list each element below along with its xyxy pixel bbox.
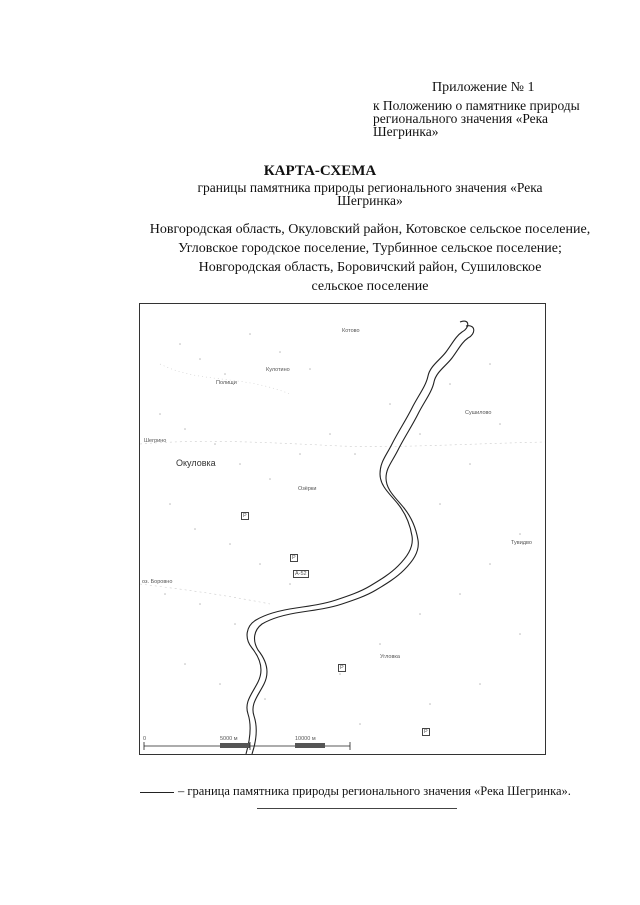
map-frame: [139, 303, 546, 755]
place-label: Сушилово: [465, 410, 492, 416]
place-label: Шегрино: [144, 438, 167, 444]
place-label: оз. Боровно: [142, 579, 173, 585]
appendix-subtitle: к Положению о памятнике природы регионального значения «Река Шегринка»: [373, 98, 580, 139]
place-label: Угловка: [380, 654, 400, 660]
road-sign-icon: P: [292, 555, 296, 561]
legend-text: – граница памятника природы регионального значения «Река Шегринка».: [178, 784, 571, 798]
road-sign-icon: P: [340, 665, 344, 671]
place-label: Кулотино: [266, 367, 290, 373]
road-sign-icon: P: [424, 729, 428, 735]
background-roads: [140, 364, 545, 604]
map-subtitle: границы памятника природы регионального значения «Река Шегринка»: [197, 180, 543, 208]
legend: [140, 784, 571, 799]
appendix-title: Приложение № 1: [432, 80, 535, 95]
river-boundary: [246, 321, 474, 754]
region-line: Новгородская область, Боровичский район, Сушиловское: [198, 260, 542, 275]
place-label: Окуловка: [176, 458, 216, 468]
place-label: Котово: [342, 328, 360, 334]
road-sign-icon: P: [243, 513, 247, 519]
legend-line-icon: [140, 792, 174, 793]
place-label: Озёрки: [298, 486, 317, 492]
bottom-rule: [257, 808, 457, 809]
place-label: Тувидво: [511, 540, 532, 546]
road-number-badge: А-52: [295, 571, 307, 577]
map-canvas: [140, 304, 545, 754]
regions-block: [120, 220, 620, 296]
region-line: Угловское городское поселение, Турбинное сельское поселение;: [178, 241, 562, 256]
place-label: Полищи: [216, 380, 237, 386]
map-title: КАРТА-СХЕМА: [263, 163, 377, 179]
scale-label: 0: [143, 736, 147, 742]
scale-label: 10000 м: [295, 736, 316, 742]
region-line: Новгородская область, Окуловский район, Котовское сельское поселение,: [149, 222, 591, 237]
region-line: сельское поселение: [311, 279, 429, 294]
scale-label: 5000 м: [220, 736, 238, 742]
